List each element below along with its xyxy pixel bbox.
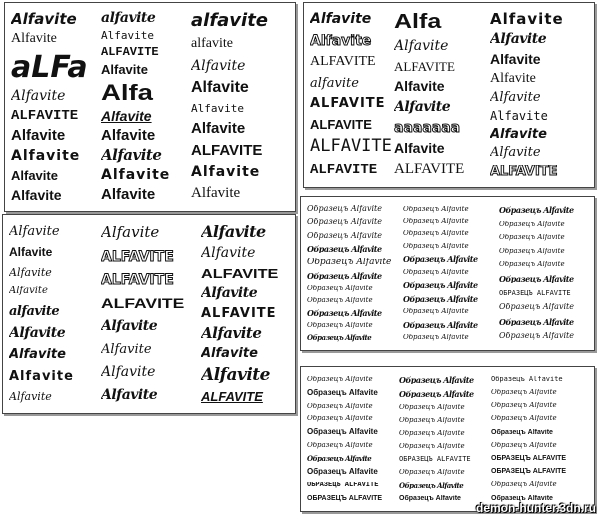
font-sample-text: Alfavite (394, 100, 451, 115)
font-sample-text: Alfavite (490, 109, 548, 123)
font-sample-text: Alfavite (201, 223, 266, 241)
font-sample-text: Образецъ Alfavite (399, 468, 465, 476)
font-sample-text: Образецъ Alfavite (491, 428, 553, 436)
font-sample-text: Образецъ Alfavite (307, 322, 373, 330)
font-sample-text: Alfavite (101, 364, 156, 380)
font-sample-text: ALFAVITE (394, 59, 455, 74)
font-sample-text: Образецъ Alfavite (307, 442, 373, 450)
font-sample-text: alfavite (191, 12, 269, 32)
font-sample-text: Образецъ Alfavite (307, 455, 372, 463)
font-sample-text: Alfavite (490, 91, 541, 105)
font-sample-text: Образецъ Alfavite (307, 205, 382, 214)
sample-column (101, 221, 201, 407)
font-sample-text: ALFAVITE (490, 164, 558, 179)
font-sample-text: Образецъ Alfavite (307, 467, 378, 476)
sample-column (399, 373, 491, 505)
font-sample-text: Alfavite (101, 187, 156, 203)
font-sample-text: Alfavite (394, 141, 445, 157)
font-sample-text: Alfavite (490, 11, 564, 28)
font-sample-text: Alfavite (9, 266, 52, 279)
font-sample-text: ALFAVITE (101, 249, 174, 265)
font-sample-text: ALFAVITE (310, 55, 376, 70)
font-sample-text: Образецъ Alfavite (307, 218, 382, 227)
sample-column (11, 9, 101, 205)
font-sample-text: Alfavite (201, 286, 258, 301)
font-sample-text: ALFAVITE (101, 296, 185, 311)
sample-column (307, 203, 403, 344)
font-sample-text: alfavite (191, 37, 233, 52)
font-sample-text: Alfavite (101, 167, 171, 183)
sample-column (403, 203, 499, 344)
font-sample-text: Alfavite (394, 79, 445, 95)
font-sample-text: Образецъ Alfavite (491, 481, 557, 489)
font-sample-text: ALFAVITE (11, 108, 79, 124)
font-sample-text: ALFAVITE (201, 306, 277, 321)
font-sample-text: Alfavite (191, 58, 246, 74)
font-sample-text: Образецъ Alfavite (491, 389, 557, 397)
font-sample-text: Alfavite (101, 108, 152, 124)
font-sample-text: Образецъ Alfavite (491, 415, 557, 423)
font-sample-text: ALFAVITE (310, 117, 372, 132)
sample-column (101, 9, 191, 205)
font-sample-text: Alfavite (11, 11, 77, 28)
font-sample-text: Образецъ Alfavite (403, 217, 469, 225)
watermark-text: demon-hunter.3dn.ru (476, 501, 596, 515)
sample-column (9, 221, 101, 407)
font-sample-text: Образецъ Alfavite (307, 271, 382, 281)
font-sample-text: alfavite (310, 76, 359, 91)
font-sample-panel-latin-c (2, 214, 296, 414)
font-sample-text: Образецъ Alfavite (403, 320, 478, 330)
font-sample-text: Alfa (394, 12, 442, 33)
font-sample-text: Alfavite (9, 286, 48, 297)
font-sample-text: ALFAVITE (201, 266, 279, 281)
font-sample-panel-cyrillic-b (300, 366, 595, 512)
font-sample-text: Alfavite (191, 164, 261, 180)
font-sample-text: Alfa (101, 81, 153, 105)
font-sample-text: ALFAVITE (101, 272, 174, 288)
font-sample-text: Образецъ Alfavite (307, 309, 382, 318)
font-sample-text: Образецъ Alfavite (499, 332, 574, 341)
font-sample-text: Образецъ Alfavite (403, 308, 469, 316)
font-sample-text: Alfavite (191, 185, 241, 201)
font-sample-text: Образецъ Alfavite (403, 281, 478, 290)
font-sample-text: Alfavite (11, 128, 66, 145)
font-sample-text: Alfavite (101, 127, 156, 144)
font-sample-text: alfavite (9, 304, 60, 319)
font-sample-text: Образецъ Alfavite (399, 442, 465, 450)
font-sample-text: Alfavite (310, 12, 372, 28)
font-sample-text: Образецъ Alfavite (307, 402, 373, 410)
font-sample-text: Образецъ Alfavite (307, 415, 373, 423)
font-sample-text: Образецъ Alfavite (403, 230, 469, 238)
sample-column (307, 373, 399, 505)
font-sample-text: Образецъ Alfavite (403, 294, 478, 304)
font-sample-text: Alfavite (9, 246, 53, 259)
font-sample-text: Alfavite (394, 39, 449, 54)
font-sample-text: Alfavite (11, 187, 62, 203)
font-sample-text: Образецъ Alfavite (499, 303, 574, 312)
font-sample-text: ALFAVITE (101, 46, 159, 59)
font-sample-text: Alfavite (490, 51, 541, 67)
font-sample-text: Alfavite (191, 120, 246, 137)
font-sample-text: Образецъ Alfavite (491, 402, 557, 410)
font-sample-text: ОБРАЗЕЦЪ ALFAVITE (307, 494, 383, 502)
sample-column (491, 373, 588, 505)
font-sample-text: Образецъ Alfavite (403, 242, 469, 250)
font-sample-text: Alfavite (310, 33, 372, 49)
font-sample-text: Alfavite (9, 369, 74, 384)
font-sample-text: Образецъ Alfavite (499, 220, 565, 228)
font-sample-text: Образецъ Alfavite (399, 403, 465, 411)
font-sample-text: Образецъ Alfavite (491, 375, 563, 383)
font-sample-text: Образецъ Alfavite (307, 388, 378, 397)
font-sample-text: ALFAVITE (310, 162, 378, 178)
font-sample-text: aLFa (11, 52, 88, 84)
font-sample-text: Образецъ Alfavite (307, 231, 382, 240)
font-sample-text: Образецъ Alfavite (307, 297, 373, 304)
font-sample-text: Образецъ Alfavite (307, 334, 372, 342)
font-sample-text: Образецъ Alfavite (307, 257, 392, 267)
font-sample-text: Alfavite (101, 319, 158, 334)
font-sample-text: alfavite (101, 11, 156, 26)
font-sample-text: Alfavite (11, 168, 58, 183)
font-sample-text: Образецъ Alfavite (399, 429, 465, 437)
font-sample-text: Образецъ Alfavite (403, 205, 469, 213)
font-sample-text: Alfavite (101, 342, 152, 357)
font-sample-text: Образецъ Alfavite (499, 261, 565, 269)
font-sample-text: Alfavite (101, 63, 148, 77)
font-sample-text: Alfavite (490, 71, 536, 86)
font-sample-text: Образецъ Alfavite (499, 206, 574, 215)
font-sample-text: Образецъ Alfavite (307, 428, 378, 437)
font-sample-text: Alfavite (191, 102, 244, 115)
font-sample-text: Alfavite (9, 348, 66, 363)
font-sample-text: Alfavite (9, 391, 52, 403)
font-sample-text: Образецъ Alfavite (499, 247, 565, 255)
font-sample-text: ОБРАЗЕЦЪ ALFAVITE (499, 289, 571, 297)
font-sample-text: aaaaaaa (394, 120, 461, 136)
font-sample-panel-latin-a (4, 2, 296, 212)
font-sample-text: Образецъ Alfavite (399, 375, 474, 385)
font-sample-text: Alfavite (101, 225, 160, 242)
font-sample-text: Образецъ Alfavite (399, 416, 465, 424)
font-sample-panel-latin-b (303, 2, 595, 188)
sample-column (310, 9, 394, 181)
font-sample-text: Alfavite (11, 88, 66, 104)
font-sample-text: Alfavite (11, 149, 81, 164)
font-sample-text: ОБРАЗЕЦЪ ALFAVITE (307, 481, 379, 489)
font-sample-text: Образецъ Alfavite (403, 268, 469, 276)
font-sample-text: Образецъ Alfavite (499, 274, 574, 284)
font-sample-text: Alfavite (490, 32, 547, 47)
font-sample-text: Образецъ Alfavite (499, 317, 574, 327)
font-sample-text: Образецъ Alfavite (491, 494, 553, 502)
font-sample-text: Образецъ Alfavite (307, 375, 373, 383)
sample-column (191, 9, 289, 205)
sample-column (499, 203, 588, 344)
sample-column (394, 9, 490, 181)
font-sample-text: Образецъ Alfavite (399, 481, 464, 490)
font-sample-text: Alfavite (101, 30, 154, 42)
font-sample-text: ОБРАЗЕЦЪ ALFAVITE (491, 455, 567, 463)
font-sample-text: Alfavite (201, 366, 270, 385)
font-sample-text: Alfavite (191, 79, 249, 96)
font-sample-text: Alfavite (201, 347, 258, 362)
font-sample-text: ОБРАЗЕЦЪ ALFAVITE (399, 455, 471, 463)
sample-column (490, 9, 588, 181)
font-sample-text: Образецъ Alfavite (491, 441, 557, 449)
font-sample-text: Образецъ Alfavite (403, 334, 469, 342)
font-sample-text: Образецъ Alfavite (399, 494, 461, 502)
font-sample-text: Alfavite (490, 127, 547, 142)
font-sample-text: ALFAVITE (191, 142, 263, 159)
font-sample-text: Alfavite (11, 32, 57, 47)
font-sample-text: Alfavite (201, 325, 262, 342)
font-sample-text: ALFAVITE (310, 97, 386, 111)
font-sample-text: Образецъ Alfavite (399, 389, 474, 399)
sample-column (201, 221, 289, 407)
font-sample-text: Alfavite (9, 325, 66, 341)
font-sample-text: Образецъ Alfavite (307, 284, 373, 292)
font-sample-text: ОБРАЗЕЦЪ ALFAVITE (491, 468, 567, 476)
font-sample-panel-cyrillic-a (300, 196, 595, 351)
font-sample-text: Образецъ Alfavite (499, 234, 565, 242)
font-sample-text: ALFAVITE (394, 162, 465, 178)
font-sample-text: Образецъ Alfavite (307, 244, 382, 254)
font-sample-text: Alfavite (101, 147, 162, 164)
font-sample-text: Alfavite (9, 224, 60, 239)
font-sample-text: ALFAVITE (201, 390, 263, 405)
font-sample-text: Alfavite (101, 387, 158, 403)
font-sample-text: Образецъ Alfavite (403, 255, 478, 264)
font-sample-text: Alfavite (201, 246, 256, 262)
font-sample-text: Alfavite (490, 146, 541, 160)
font-sample-text: ALFAVITE (310, 138, 392, 156)
